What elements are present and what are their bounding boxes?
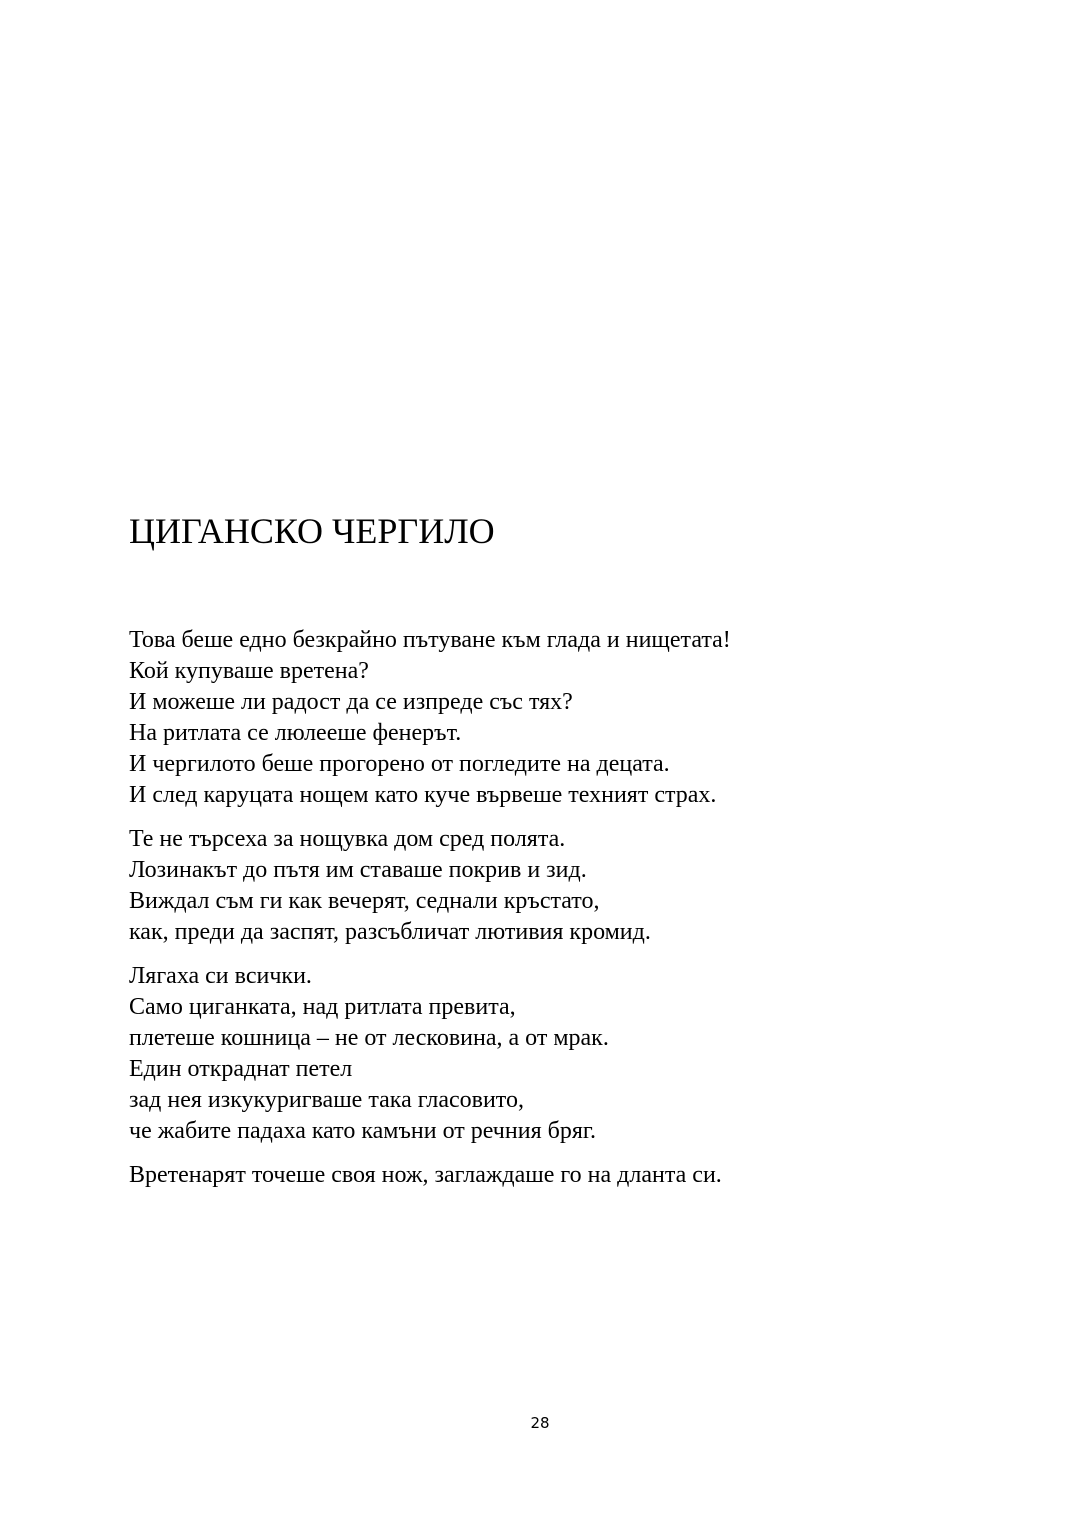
verse-line: Един откраднат петел — [129, 1056, 353, 1082]
verse-line: Лягаха си всички. — [129, 963, 312, 989]
stanza-4 — [129, 1160, 1029, 1191]
page-number: 28 — [530, 1414, 550, 1432]
verse-line: Те не търсеха за нощувка дом сред полята. — [129, 826, 566, 852]
verse-line: че жабите падаха като камъни от речния бряг. — [129, 1118, 596, 1144]
verse-line: Лозинакът до пътя им ставаше покрив и зид. — [129, 857, 587, 883]
verse-line: Виждал съм ги как вечерят, седнали кръстато, — [129, 888, 600, 914]
verse-line: Вретенарят точеше своя нож, заглаждаше го на дланта си. — [129, 1162, 722, 1188]
verse-line: Само циганката, над ритлата превита, — [129, 994, 516, 1020]
verse-line: И можеше ли радост да се изпреде със тях? — [129, 689, 573, 715]
poem-body — [129, 625, 1029, 1204]
verse-line: зад нея изкукуригваше така гласовито, — [129, 1087, 524, 1113]
verse-line: На ритлата се люлееше фенерът. — [129, 720, 462, 746]
stanza-3 — [129, 961, 1029, 1147]
verse-line: плетеше кошница – не от лесковина, а от мрак. — [129, 1025, 609, 1051]
poem-title: ЦИГАНСКО ЧЕРГИЛО — [129, 511, 495, 551]
verse-line: как, преди да заспят, разсъбличат лютивия кромид. — [129, 919, 651, 945]
stanza-2 — [129, 824, 1029, 948]
verse-line: И след каруцата нощем като куче вървеше техният страх. — [129, 782, 717, 808]
verse-line: Кой купуваше вретена? — [129, 658, 369, 684]
verse-line: Това беше едно безкрайно пътуване към глада и нищетата! — [129, 627, 731, 653]
stanza-1 — [129, 625, 1029, 811]
verse-line: И чергилото беше прогорено от погледите на децата. — [129, 751, 670, 777]
